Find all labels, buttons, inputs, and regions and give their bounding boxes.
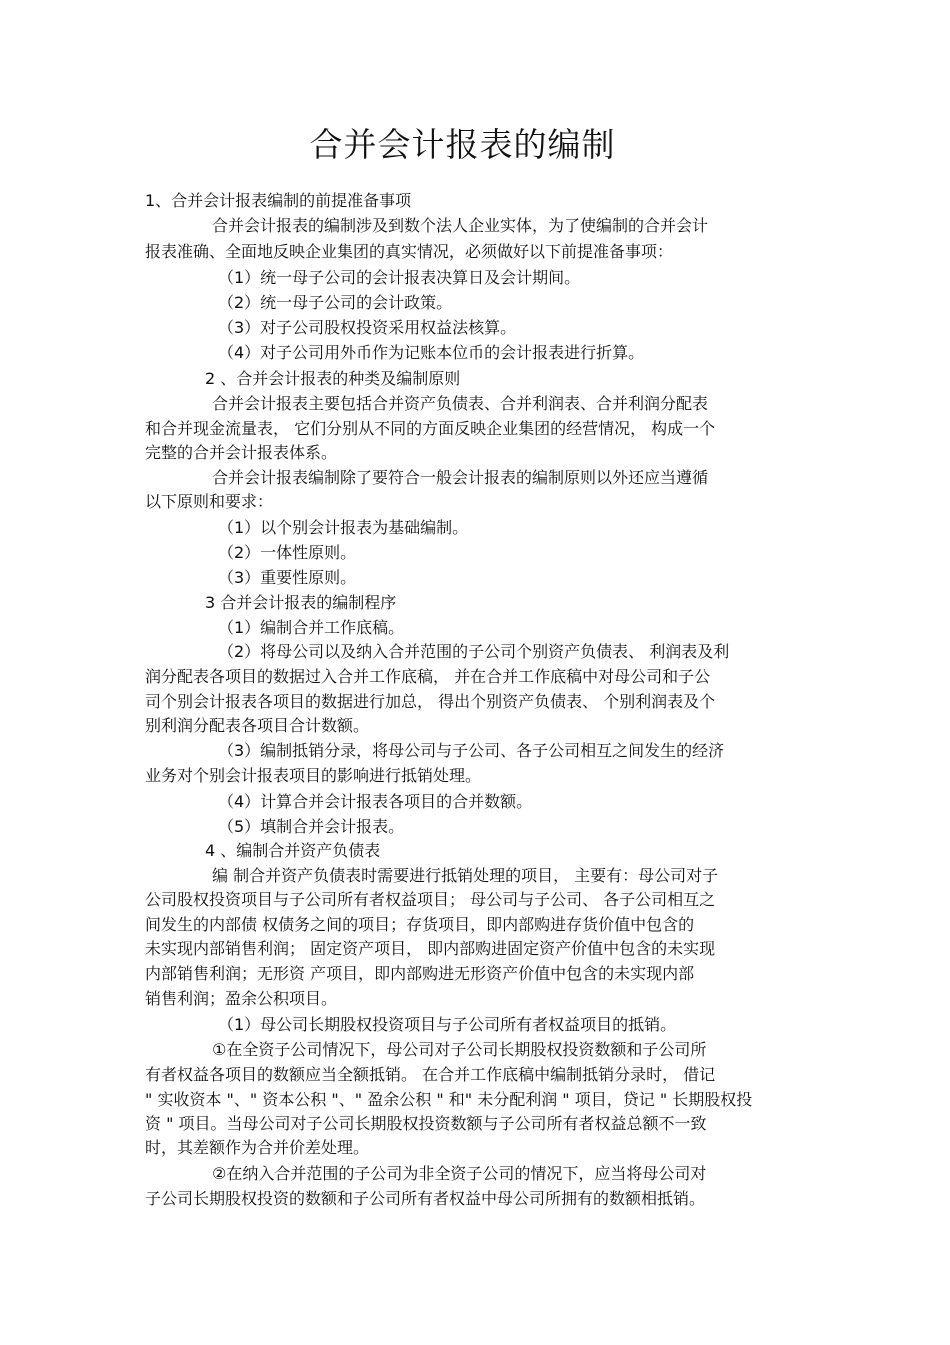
paragraph-line: ①在全资子公司情况下，母公司对子公司长期股权投资数额和子公司所 [212,1040,707,1059]
paragraph-line: " 实收资本 "、" 资本公积 "、" 盈余公积 " 和" 未分配利润 " 项目，贷记 " 长期股权投 [145,1090,753,1109]
paragraph-line: 别利润分配表各项目合计数额。 [145,716,370,735]
paragraph-line: 编 制合并资产负债表时需要进行抵销处理的项目， 主要有：母公司对子 [212,866,719,885]
paragraph-line: 有者权益各项目的数额应当全额抵销。 在合并工作底稿中编制抵销分录时， 借记 [145,1065,716,1084]
paragraph-line: 未实现内部销售利润； 固定资产项目， 即内部购进固定资产价值中包含的未实现 [145,939,716,958]
list-item: （1）母公司长期股权投资项目与子公司所有者权益项目的抵销。 [218,1015,677,1034]
paragraph-line: 公司股权投资项目与子公司所有者权益项目； 母公司与子公司、 各子公司相互之 [145,890,716,909]
list-item: （2）一体性原则。 [218,543,357,562]
paragraph-line: 子公司长期股权投资的数额和子公司所有者权益中母公司所拥有的数额相抵销。 [145,1189,706,1208]
paragraph-line: 销售利润；盈余公积项目。 [145,989,338,1008]
list-item: （3）对子公司股权投资采用权益法核算。 [218,318,517,337]
paragraph-line: 间发生的内部债 权债务之间的项目；存货项目，即内部购进存货价值中包含的 [145,915,695,934]
paragraph-line: 业务对个别会计报表项目的影响进行抵销处理。 [145,766,482,785]
paragraph-line: 报表准确、全面地反映企业集团的真实情况，必须做好以下前提准备事项： [145,242,674,261]
paragraph-line: 时，其差额作为合并价差处理。 [145,1138,370,1157]
list-item: （2）统一母子公司的会计政策。 [218,293,453,312]
paragraph-line: ②在纳入合并范围的子公司为非全资子公司的情况下，应当将母公司对 [212,1164,707,1183]
paragraph-line: 内部销售利润；无形资 产项目，即内部购进无形资产价值中包含的未实现内部 [145,964,695,983]
list-item: （1）以个别会计报表为基础编制。 [218,518,469,537]
page-title: 合并会计报表的编制 [309,125,616,164]
paragraph-line: 司个别会计报表各项目的数据进行加总， 得出个别资产负债表、 个别利润表及个 [145,692,716,711]
list-item: （1）统一母子公司的会计报表决算日及会计期间。 [218,268,581,287]
section-heading-2: 2 、合并会计报表的种类及编制原则 [205,369,461,388]
list-item: （1）编制合并工作底稿。 [218,618,405,637]
paragraph-line: 完整的合并会计报表体系。 [145,443,338,462]
section-heading-1: 1、合并会计报表编制的前提准备事项 [145,191,412,210]
paragraph-line: 和合并现金流量表， 它们分别从不同的方面反映企业集团的经营情况， 构成一个 [145,419,716,438]
list-item: （2）将母公司以及纳入合并范围的子公司个别资产负债表、 利润表及利 [218,642,730,661]
list-item: （4）对子公司用外币作为记账本位币的会计报表进行折算。 [218,343,645,362]
paragraph-line: 合并会计报表的编制涉及到数个法人企业实体，为了使编制的合并会计 [212,216,709,235]
list-item: （4）计算合并会计报表各项目的合并数额。 [218,792,533,811]
list-item: （3）编制抵销分录，将母公司与子公司、各子公司相互之间发生的经济 [218,741,725,760]
section-heading-3: 3 合并会计报表的编制程序 [205,593,397,612]
paragraph-line: 以下原则和要求： [145,492,274,511]
paragraph-line: 资 " 项目。当母公司对子公司长期股权投资数额与子公司所有者权益总额不一致 [145,1114,707,1133]
paragraph-line: 合并会计报表主要包括合并资产负债表、合并利润表、合并利润分配表 [212,394,709,413]
section-heading-4: 4 、编制合并资产负债表 [205,841,381,860]
list-item: （5）填制合并会计报表。 [218,817,405,836]
paragraph-line: 润分配表各项目的数据过入合并工作底稿， 并在合并工作底稿中对母公司和子公 [145,667,711,686]
list-item: （3）重要性原则。 [218,568,357,587]
paragraph-line: 合并会计报表编制除了要符合一般会计报表的编制原则以外还应当遵循 [212,468,709,487]
